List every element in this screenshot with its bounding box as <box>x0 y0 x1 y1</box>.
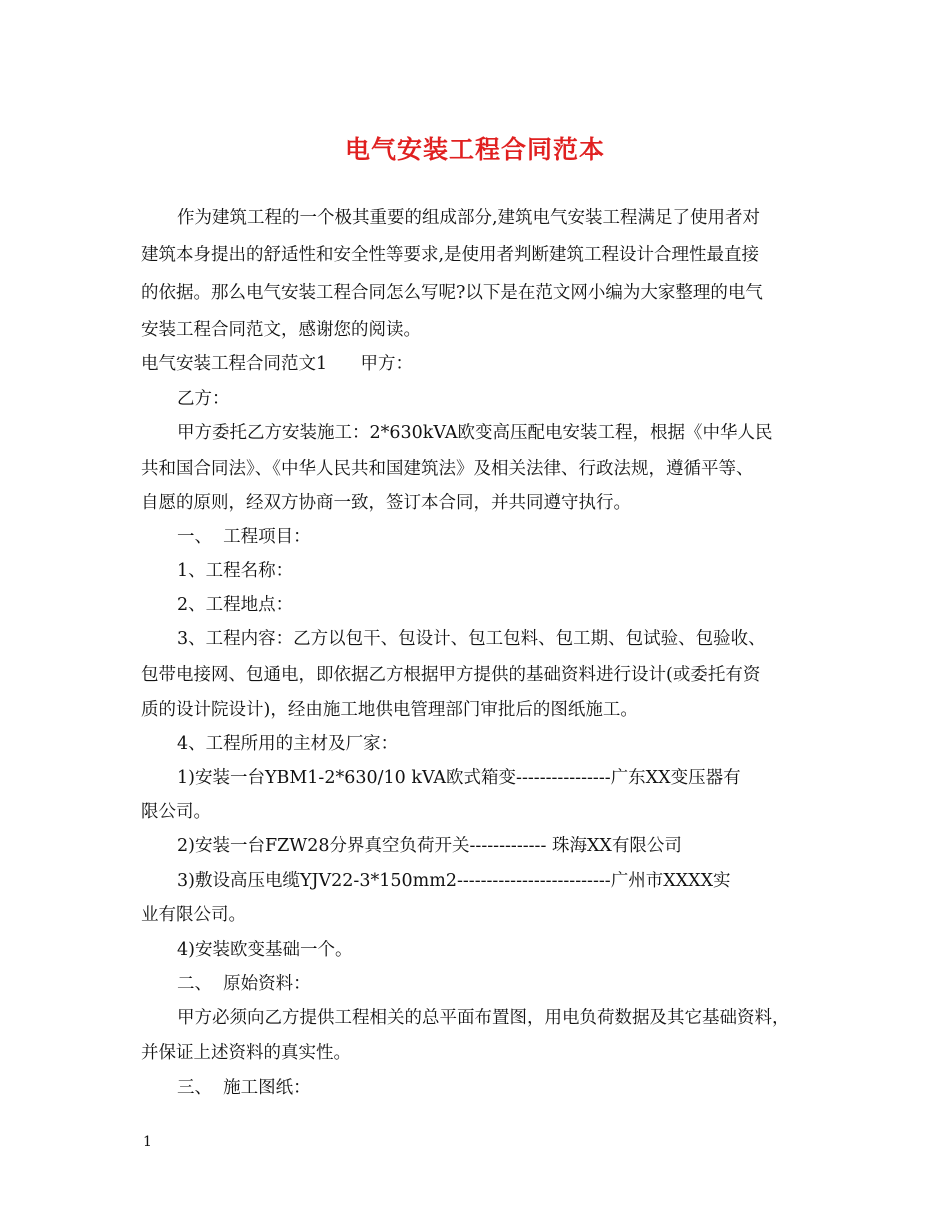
body-line: 2)安装一台FZW28分界真空负荷开关------------- 珠海XX有限公司 <box>177 836 682 856</box>
body-line: 2、工程地点： <box>177 595 294 615</box>
body-line: 自愿的原则，经双方协商一致，签订本合同，并共同遵守执行。 <box>141 493 631 513</box>
body-line: 4)安装欧变基础一个。 <box>177 940 353 960</box>
body-line: 甲方必须向乙方提供工程相关的总平面布置图，用电负荷数据及其它基础资料， <box>177 1008 790 1028</box>
body-line: 3、工程内容：乙方以包干、包设计、包工包料、包工期、包试验、包验收、 <box>177 629 766 649</box>
body-line: 1、工程名称： <box>177 561 294 581</box>
body-line: 1)安装一台YBM1-2*630/10 kVA欧式箱变----------------广东XX变压器有 <box>177 768 741 788</box>
page-number: 1 <box>143 1134 152 1150</box>
body-line: 包带电接网、包通电，即依据乙方根据甲方提供的基础资料进行设计(或委托有资 <box>141 665 761 685</box>
body-line: 乙方： <box>177 389 230 409</box>
body-line: 电气安装工程合同范文1 甲方： <box>141 354 414 374</box>
body-line: 业有限公司。 <box>141 905 246 925</box>
section-heading: 三、 施工图纸： <box>177 1078 311 1098</box>
page-title: 电气安装工程合同范本 <box>344 135 605 164</box>
body-line: 建筑本身提出的舒适性和安全性等要求,是使用者判断建筑工程设计合理性最直接 <box>141 245 760 265</box>
body-line: 的依据。那么电气安装工程合同怎么写呢?以下是在范文网小编为大家整理的电气 <box>141 283 763 303</box>
body-line: 3)敷设高压电缆YJV22-3*150mm2--------------------------广州市XXXX实 <box>177 871 731 891</box>
body-line: 并保证上述资料的真实性。 <box>141 1043 351 1063</box>
body-line: 质的设计院设计)，经由施工地供电管理部门审批后的图纸施工。 <box>141 700 638 720</box>
body-line: 限公司。 <box>141 802 211 822</box>
body-line: 安装工程合同范文，感谢您的阅读。 <box>141 320 421 340</box>
section-heading: 二、 原始资料： <box>177 974 311 994</box>
body-line: 共和国合同法》、《中华人民共和国建筑法》及相关法律、行政法规，遵循平等、 <box>141 459 754 479</box>
section-heading: 一、 工程项目： <box>177 527 311 547</box>
body-line: 甲方委托乙方安装施工：2*630kVA欧变高压配电安装工程，根据《中华人民 <box>177 423 773 443</box>
body-line: 4、工程所用的主材及厂家： <box>177 734 399 754</box>
body-line: 作为建筑工程的一个极其重要的组成部分,建筑电气安装工程满足了使用者对 <box>177 208 761 228</box>
